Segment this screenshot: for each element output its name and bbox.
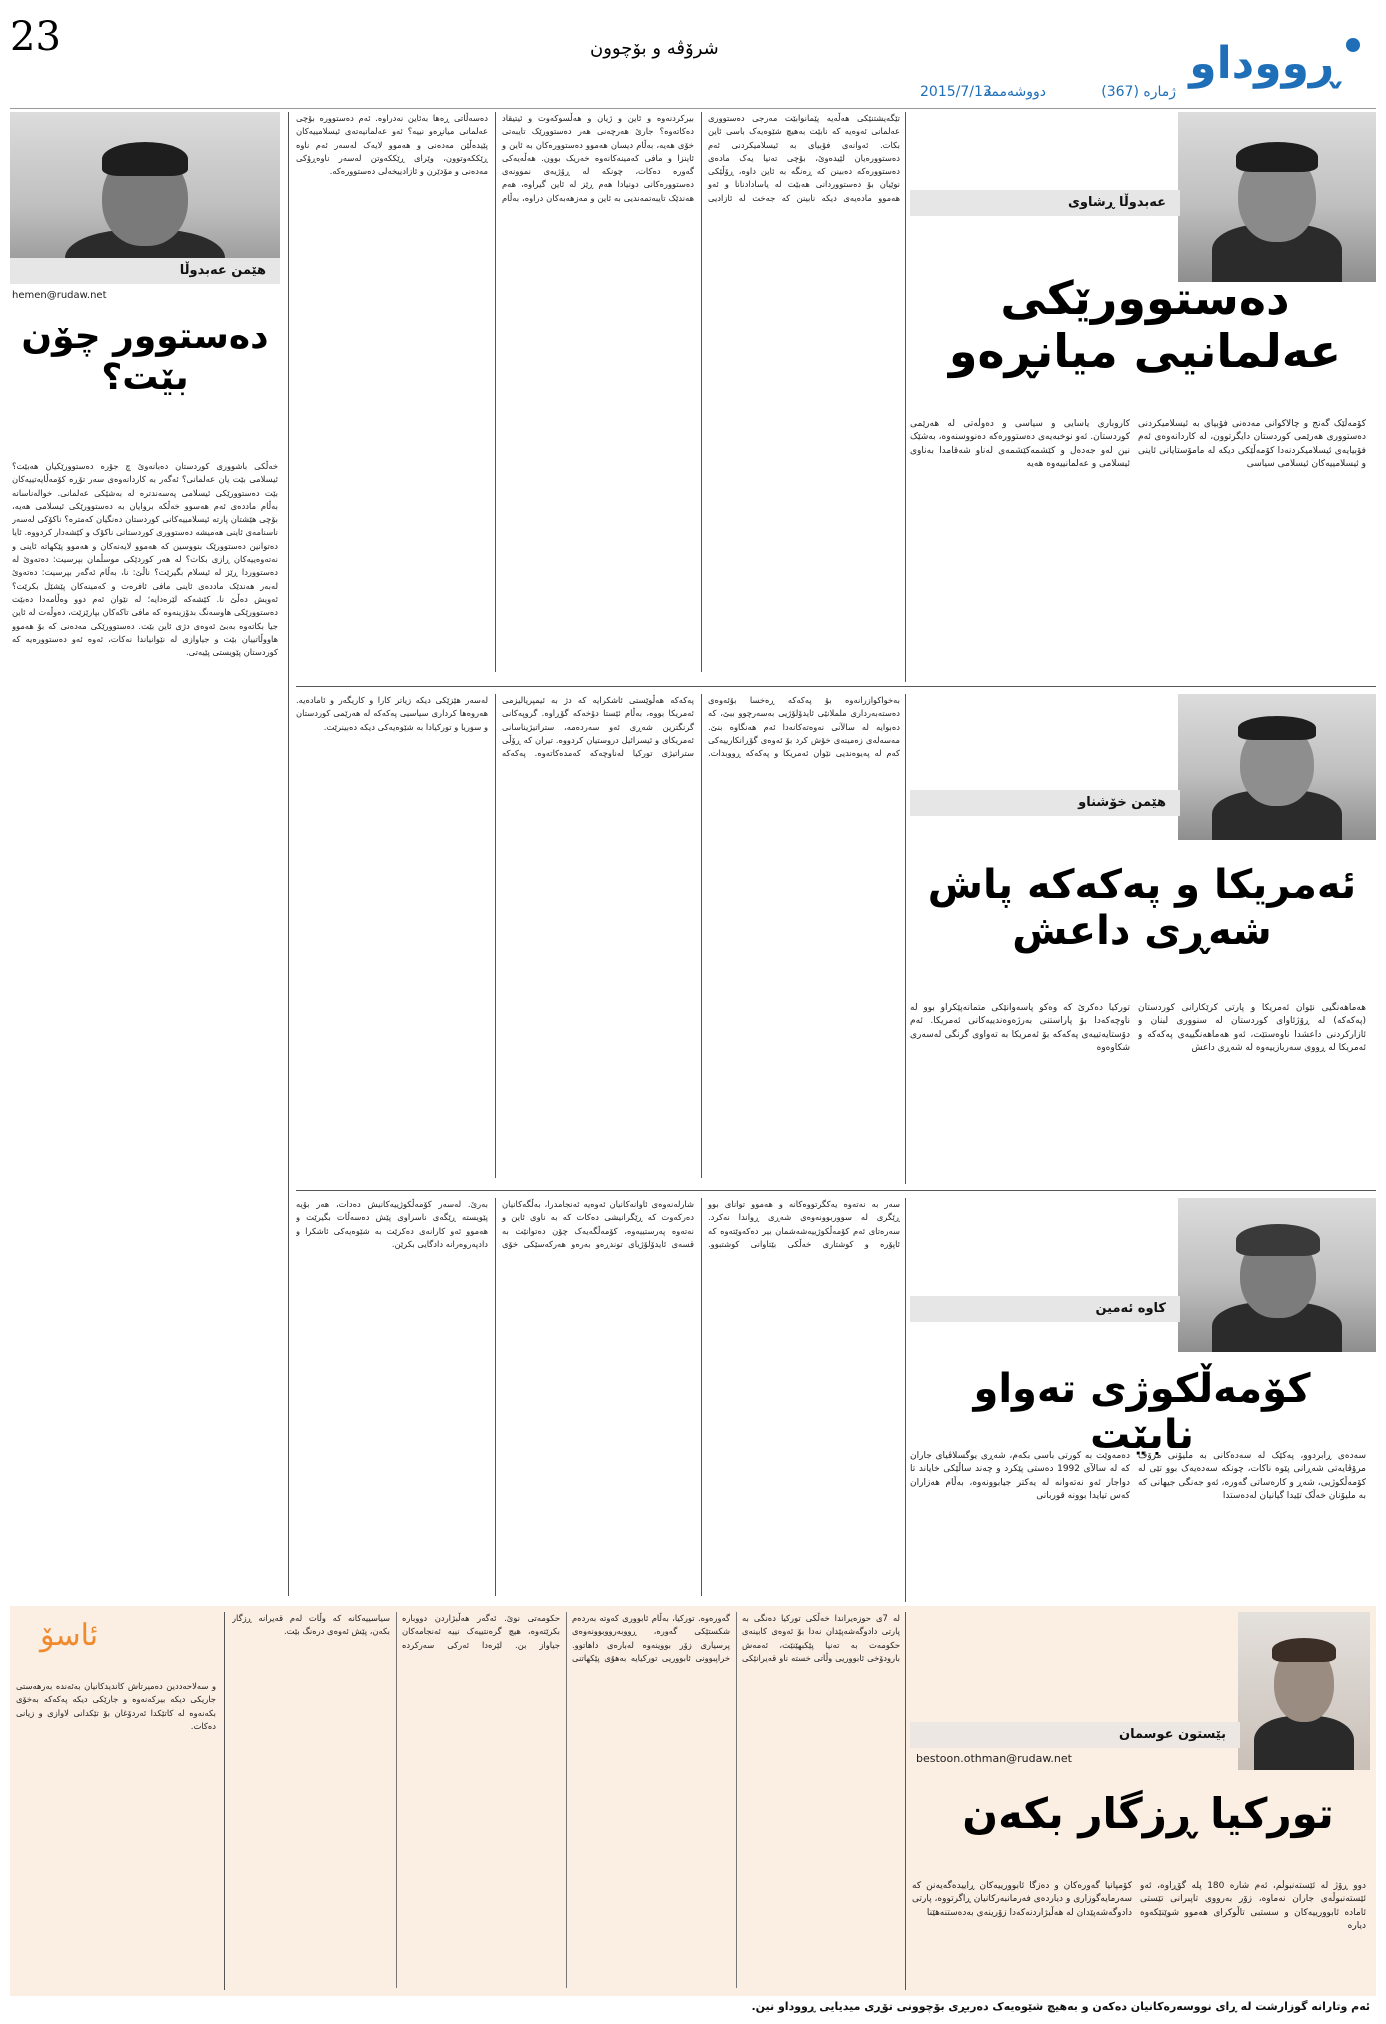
article-intro: کۆمەڵێک گەنج و چالاکوانی مەدەنی فۆبیای بە ئیسلامیکردنی دەستووری هەرێمی کوردستان دایگرتوون، لە کاردانەوەی ئەم فۆبیایەی ئیسلامیکردنەدا کۆمەڵێکی دیکە لە مامۆستایانی ئاینی و ئیسلامییەکان ئیسلامی سیاسی <box>1138 419 1366 469</box>
footer-body: و سەلاحەددین دەمیرتاش کاندیدکانیان بەئەندە بەرهەستی جاریکی دیکە بیرکەنەوە و جارێکی دیکە پەکەکە بەخۆی بکەنەوە لە کاتێکدا ئەردۆغان بۆ تێکدانی لاوازی و زیانی دەکات. <box>16 1681 216 1731</box>
article-headline: تورکیا ڕزگار بکەن <box>962 1789 1334 1838</box>
issue-date: 2015/7/13 <box>920 84 992 100</box>
issue-number: ژمارە (367) <box>1101 84 1176 100</box>
article-intro: هەماهەنگیی نێوان ئەمریکا و پارتی کرێکارانی کوردستان (پەکەکە) لە ڕۆژئاوای کوردستان لە سنووری لبنان و ئازارکردنی داعشدا ناوەستێت، ئەو هەماهەنگییەی پەکەکە و ئەمریکا لە ڕووی سەربازییەوە لە شەڕی داعش <box>1138 1003 1366 1053</box>
article-headline: ئەمریکا و پەکەکە پاش شەڕی داعش <box>927 862 1357 954</box>
author-name: هێمن عەبدوڵا <box>179 263 266 278</box>
logo-text: ڕووداو <box>1189 38 1339 89</box>
logo <box>1189 38 1360 89</box>
page-number: 23 <box>10 14 61 60</box>
article-intro: کاروباری یاسایی و سیاسی و دەوڵەتی لە هەرێمی کوردستان. ئەو نوخبەیەی دەستوورەکە دەنووسنەوە، بەشێک نین لەو جەدەل و کێشمەکێشمەی لەناو شەقامدا بەناوی ئیسلامی و عەلمانییەوە هەیە <box>910 419 1130 469</box>
article-body: تێگەیشتنێکی هەڵەیە پێمانوابێت مەرجی دەستووری عەلمانی ئەوەیە کە نابێت بەهیچ شێوەیەک باسی ئاین بکات. ئەوانەی فۆبیای بە ئیسلامیکردنی ئەم دەستوورەیان لێیدەوێ، بۆچی تەنیا یەک مادەی دەستوورەکە دەبینن کە ڕەنگە بە ئاین داوە، ڕۆڵێکی نوێیان بۆ دەستووردانی هەبێت لە یاسادادنانا و ئەو هەموو مادەیەی دیکە نابینن کە جەخت لە ئازادیی بیرکردنەوە و ئاین و ژیان و هەڵسوکەوت و ئیتیقاد دەکاتەوە؟ جارێ هەرچەنی هەر دەستوورێک تایبەتی خۆی هەیە، بەڵام دیسان هەموو دەستوورەکان بە ئاین و ئاینزا و مافی کەمینەکانەوە خەریک بوون. هەڵەیەکی گەورە دەکات، چونکە لە ڕۆژیەی نموونەی دەستوورەکانی دونیادا هەم ڕێز لە ئاین گیراوە، هەم هەندێک تایبەتمەندیی بە ئاین و مەزهەبەکان دراوە، بەڵام دەسەڵاتی ڕەها بەئاین نەدراوە. ئەم دەستوورە بۆچی عەلمانی میانڕەو نییە؟ ئەو عەلمانیەتەی ئیسلامییەکان پێیدەڵێن مەدەنی و هەموو لایەک لەسەر ئەم ناوە ڕێککەوتوون، وێرای ڕێککەوتن لەسەر ناوەڕۆکی مەدەنی و مۆدێرن و ئازادییخەلی دەستوورەکە. <box>296 113 900 203</box>
author-portrait-kawa-amin <box>1178 1198 1376 1352</box>
author-portrait-abdulla-rashawi <box>1178 112 1376 282</box>
article-intro: دەمەوێت بە کورتی باسی بکەم، شەڕی یوگسلاڤیای جاران کە لە سالآی 1992 دەستی پێکرد و چەند ساڵێکی خایاند تا دواجار ئەو نەتەوانە لە یەکتر جیابوونەوە، بەڵام هەزاران کەس تیایدا بوونە قوربانی <box>910 1451 1130 1501</box>
column-rule <box>288 112 289 1596</box>
article-body: خەڵکی باشووری کوردستان دەبانەوێ چ جۆرە دەستوورێکیان هەبێت؟ ئیسلامی بێت یان عەلمانی؟ ئەگەر بە کاردانەوەی سەر تۆڕە کۆمەڵایەتییەکان بێت دەستوورێکی ئیسلامی پەسەندترە لە بەشێکی عەلمانی. خوالەناسانە بەڵام ماددەی ئەم هەسوو خەڵکە بروایان بە دەستوورێکی ئیسلامی هەیە، بۆچی هێشتان پارتە ئیسلامییەکانی کوردستان دەنگیان کەمترە؟ ناکۆکی لەسەر ناسنامەی ئاینی هەمیشە دەستووری کوردستانی ناکۆک و کێشەدار کردووە. ئایا دەتوانین دەستوورێک بنووسین کە هەموو لایەنەکان و هەموو پێکهاتە ئاینی و نەتەوەییەکان ڕازی بکات؟ لە هەر کوردێکی موسڵمان بپرسیت: دەتەوێ لە دەستووردا ڕێز لە ئیسلام بگیرێت؟ ناڵێ: نا، بەڵام ئەگەر بپرسیت: دەتەوێ لەبەر هەندێک ماددەی ئاینی مافی ئافرەت و کەمینەکان پێشێل بکرێت؟ ئەویش دەڵێ نا. کێشەکە لێرەدایە؛ لە نێوان ئەم دوو وەڵامەدا دەبێت دەستوورێکی هاوسەنگ بدۆزینەوە کە مافی تاکەکان بپارێزێت، دەوڵەت لە ئاین جیا بکاتەوە بەبێ ئەوەی دژی ئاین بێت. دەستوورێکی مەدەنی کە بۆ هەموو هاووڵاتییان بێت و جیاوازی لە نێوانیاندا نەکات، ئەوە ئەو دەستوورەیە کە کوردستان پێویستی پێیەتی. <box>12 461 278 658</box>
author-name: بێستون عوسمان <box>1118 1727 1226 1742</box>
article-body: سەر بە نەتەوە یەکگرتووەکانە و هەموو توانای بوو ڕێگری لە سووربوونەوەی شەڕی ڕواندا نەکرد. سەرەتای ئەم کۆمەڵکوژییەشەشمان بیر دەکەوێتەوە کە ئاپۆرە و کوشتاری خەڵکی بێتاوانی کوشتبوو. شارلەنەوەی ئاوانەکانیان ئەوەیە ئەنجامدرا، بەڵگەکانیان دەرکەوت کە ڕێگرانیشی دەکات کە بە ناوی ئاین و نەتەوە پەرستییەوە، کۆمەڵگەیەک چۆن دەتوانێت بە قسەی ئایدۆلۆژیای توندڕەو بەرەو هەرکەسێکی خۆی بەرێ. لەسەر کۆمەڵکوژییەکانیش دەدات، هەر بۆیە پێویستە ڕێگەی ناسراوی پێش دەسەڵات بگیرێت و هەموو ئەو کارانەی دەکرێت بە شێوەیەکی ئاشکرا و دادپەروەرانە دادگایی بکرێن. <box>296 1199 900 1249</box>
section-rule <box>296 1190 1376 1191</box>
article-intro: کۆمپانیا گەورەکان و دەزگا ئابوورییەکان ڕاییدەگەیەنن کە سەرمایەگوزاری و دیاردەی فەرمانبەرکانیان ڕاگرتووە، پارتی دادوگەشەپێدان لە هەڵبژاردنەکەدا زۆرینەی بەدەستنەهێنا <box>912 1881 1132 1918</box>
column-rule <box>905 1612 906 1990</box>
author-name: هێمن خۆشناو <box>1078 795 1166 810</box>
author-portrait-hemen-khoshnaw <box>1178 694 1376 840</box>
column-rule <box>905 112 906 682</box>
disclaimer: ئەم وتارانە گوزارشت لە ڕای نووسەرەکانیان دەکەن و بەهیچ شێوەیەک دەربڕی بۆچوونی تۆڕی میدیایی ڕووداو نین. <box>751 2000 1370 2013</box>
author-bar <box>910 190 1180 216</box>
rudaw-logo-mark-icon <box>1346 38 1360 52</box>
article-body: بەخواکوازرانەوە بۆ پەکەکە ڕەخسا بۆئەوەی دەستەبەرداری ململانێی ئایدۆلۆژیی بەسەرچوو ببێ، کە دەبوایە لە سالآنی نەوەتەکانەدا ئەم هەنگاوە بنێ. مەسەلەی زەمینەی خۆش کرد بۆ ئەوەی گۆڕانکارییەکی کەم لە پەیوەندیی نێوان ئەمریکا و پەکەکە ڕووبدات. پەکەکە هەڵوێستی ئاشکرایە کە دژ بە ئیمپریالیزمی ئەمریکا بووە، بەڵام ئێستا دۆخەکە گۆڕاوە. گروپەکانی گرنگترین شەڕی ئەو سەردەمە، ستراتیژیناسانی ئەمریکای و ئیسرائیل دروستیان کردووە. تیران کە ڕۆڵی ستراتیژی تورکیا لەناوچەکە کەمدەکاتەوە. پەکەکە لەسەر هێزێکی دیکە زیاتر کارا و کاریگەر و ئامادەیە. هەروەها کرداری سیاسیی پەکەکە لە هەرێمی کوردستان و سوریا و تورکیادا بە شێوەیەکی دیکە دەبینرێت. <box>296 695 900 759</box>
article-body: لە 7ی حوزەیراندا خەڵکی تورکیا دەنگی بە پارتی دادوگەشەپێدان نەدا بۆ ئەوەی کابینەی حکومەت بە تەنیا پێکبهێنێت، ئەمەش بارودۆخی ئابووریی وڵاتی خستە ناو قەیرانێکی گەورەوە. تورکیا، بەڵام ئابووری کەوتە بەردەم شکستێکی گەورە، ڕووبەرووبوونەوەی پرسیاری زۆر بووینەوە لەبارەی داهاتوو. خراپبوونی ئابووریی تورکیایە بەهۆی پێکهاتنی حکومەتی نوێ. ئەگەر هەڵبژاردن دووبارە بکرێتەوە، هیچ گرەنتییەک نییە ئەنجامەکان جیاواز بن. لێرەدا ئەرکی سەرکردە سیاسییەکانە کە وڵات لەم قەیرانە ڕزگار بکەن، پێش ئەوەی درەنگ بێت. <box>232 1613 900 1663</box>
article-headline: کۆمەڵکوژی تەواو نابێت <box>973 1366 1311 1458</box>
issue-weekday: دووشەممە <box>983 84 1046 100</box>
author-email[interactable]: bestoon.othman@rudaw.net <box>916 1752 1072 1765</box>
author-bar <box>910 790 1180 816</box>
author-bar <box>910 1722 1240 1748</box>
column-rule <box>905 694 906 1184</box>
section-rule <box>296 686 1376 687</box>
author-bar <box>910 1296 1180 1322</box>
masthead-rule <box>10 108 1376 109</box>
header-bar <box>910 18 1376 109</box>
article-intro: سەدەی ڕابردوو، پەکێک لە سەدەکانی بە ملیۆنی مرۆڤ مرۆڤایەتی شەڕانی پێوە ناکات، چونکە سەدەیەک بوو تێی لە کۆمەڵکوژیی، شەڕ و کارەساتی گەورە، ئەو جەنگی جیهانی کە بە ملیۆنان خەڵک تێیدا گیانیان لەدەستدا <box>1138 1451 1366 1501</box>
author-name: عەبدوڵا ڕشاوی <box>1067 195 1166 210</box>
author-email[interactable]: hemen@rudaw.net <box>12 290 107 301</box>
article-headline: دەستوورێکی عەلمانیی میانڕەو <box>948 271 1342 378</box>
footer-label: ئاسۆ <box>40 1618 99 1653</box>
article-intro: تورکیا دەکرێ کە وەکو پاسەوانێکی متمانەپێکراو بوو لە ناوچەکەدا بۆ پاراستنی بەرژەوەندییەکانی ئەمریکا. ئەم دۆستایەتییەی پەکەکە بۆ ئەمریکا بە تەواوی گرنگی لەسەری شکاوەوە <box>910 1003 1130 1053</box>
author-bar <box>10 258 280 284</box>
column-rule <box>224 1612 225 1990</box>
author-name: کاوە ئەمین <box>1095 1301 1166 1316</box>
author-portrait-bestoon-othman <box>1238 1612 1370 1770</box>
section-title: شرۆڤە و بۆچوون <box>590 38 719 59</box>
column-rule <box>905 1198 906 1602</box>
article-headline: دەستوور چۆن بێت؟ <box>21 316 269 399</box>
article-intro: دوو ڕۆژ لە ئێستەنبوڵم، ئەم شارە 180 پلە گۆڕاوە، ئەو ئێستەنبوڵەی جاران نەماوە، زۆر بەرووی تاپبرانی تێستی ئامادە ئابوورییەکان و سستبی تاڵوکرای هەموو شوێنێکەوە دیارە <box>1140 1881 1366 1931</box>
